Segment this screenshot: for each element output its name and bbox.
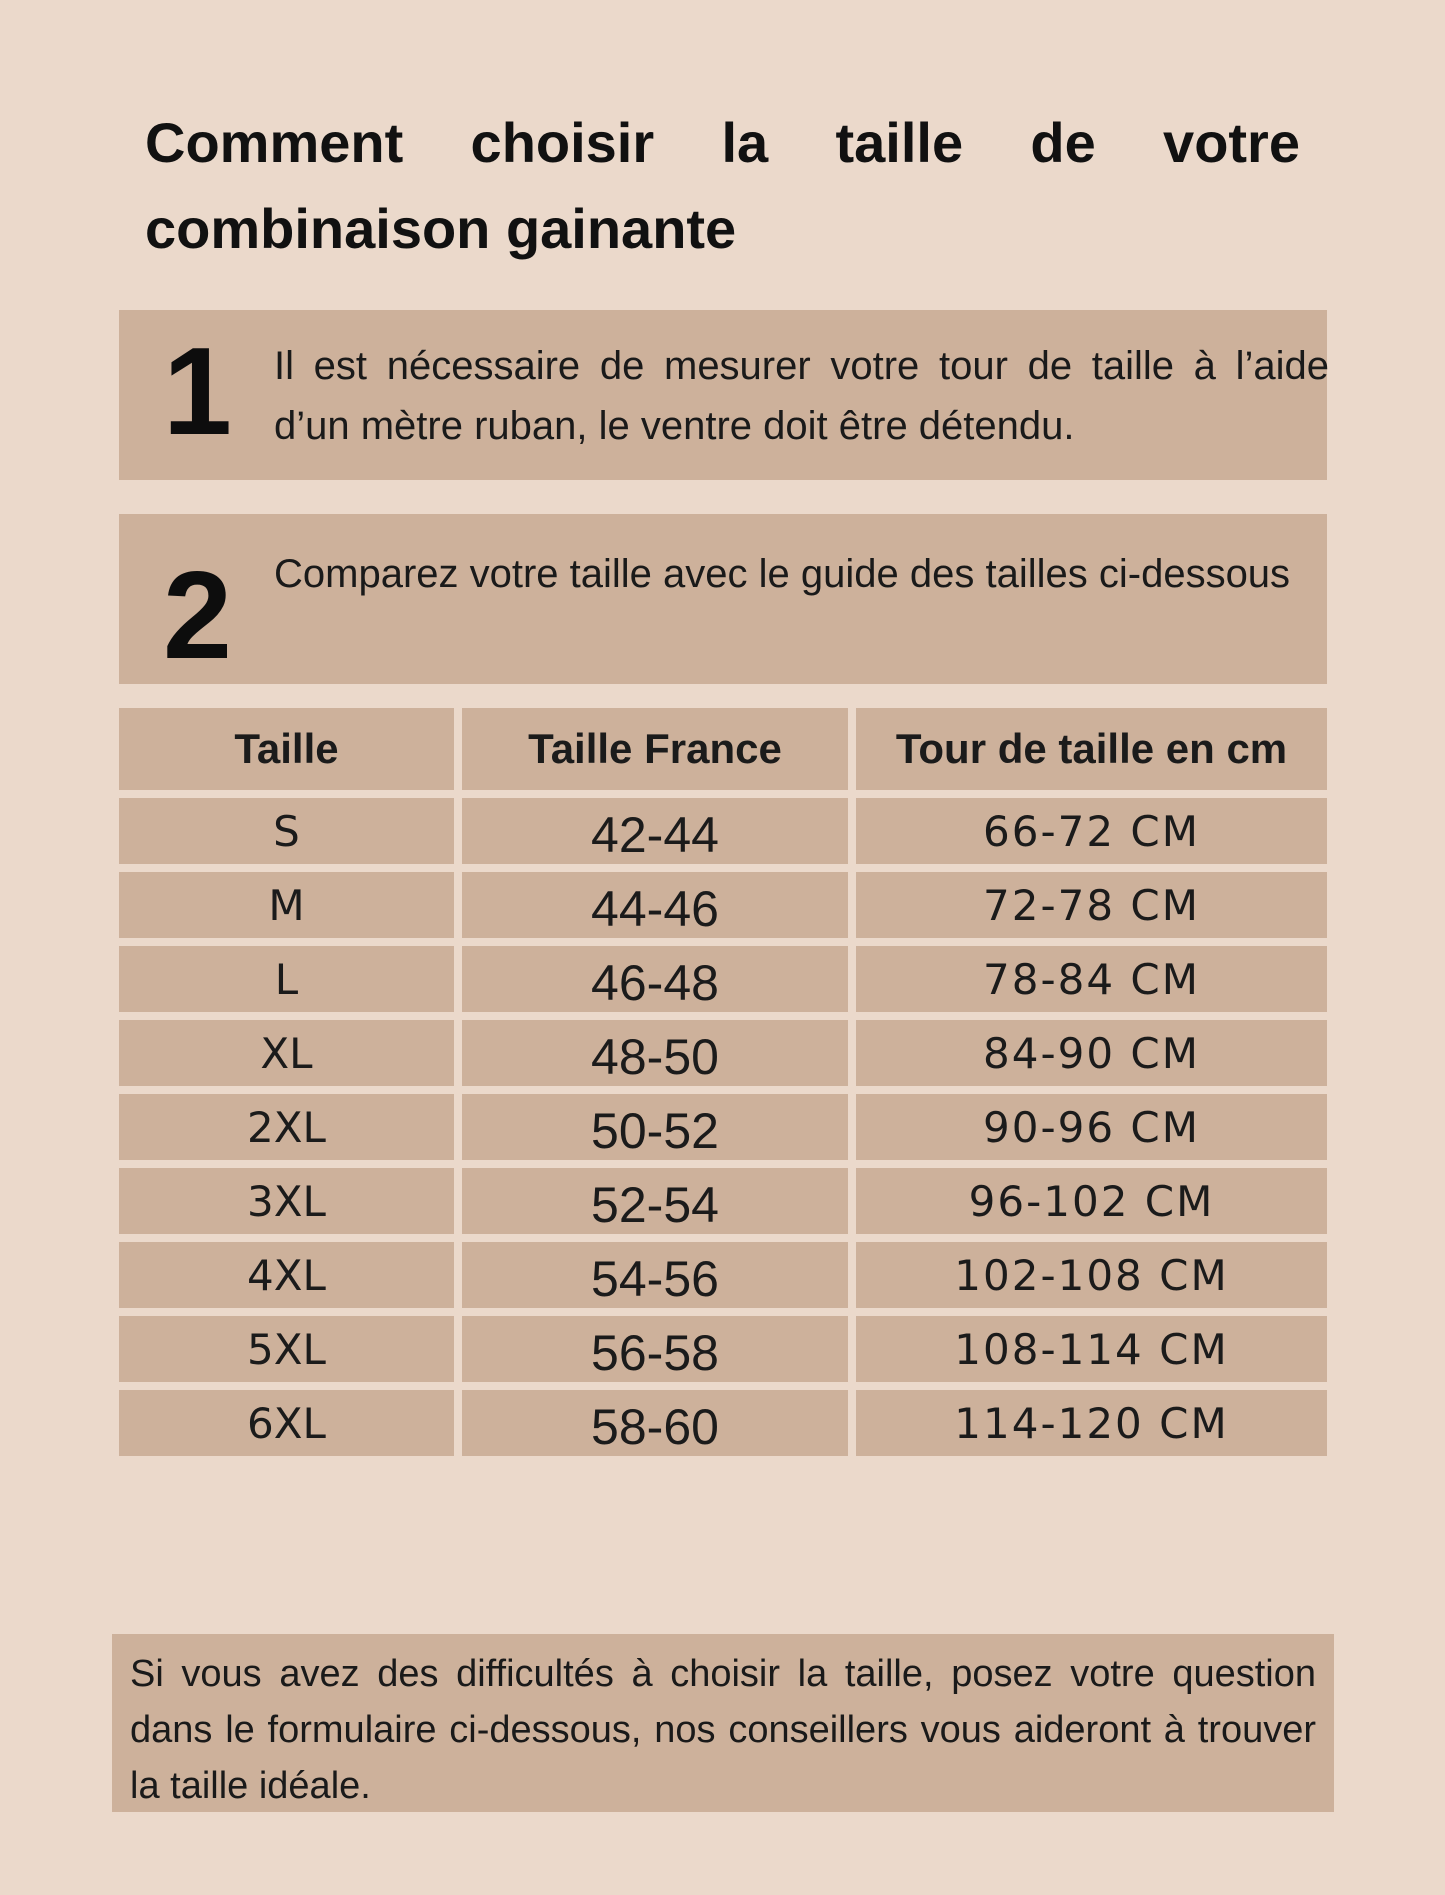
header-tour-de-taille: Tour de taille en cm [856, 708, 1327, 790]
table-row [119, 872, 1327, 938]
table-row [119, 1020, 1327, 1086]
waist-cell: 72-78 CM [856, 872, 1327, 938]
step-2-text: Comparez votre taille avec le guide des tailles ci-dessous [274, 552, 1291, 596]
waist-cell: 66-72 CM [856, 798, 1327, 864]
waist-cell: 114-120 CM [856, 1390, 1327, 1456]
size-chart-table [119, 708, 1327, 1464]
france-size-cell: 46-48 [462, 946, 848, 1012]
size-cell: 4XL [119, 1242, 454, 1308]
waist-cell: 96-102 CM [856, 1168, 1327, 1234]
table-row [119, 1316, 1327, 1382]
size-cell: S [119, 798, 454, 864]
france-size-cell: 52-54 [462, 1168, 848, 1234]
step-1-number: 1 [163, 323, 232, 461]
size-cell: M [119, 872, 454, 938]
help-note: Si vous avez des difficultés à choisir la taille, posez votre question dans le formulaire ci-dessous, nos conseillers vous aideront à trouver la taille idéale. [112, 1634, 1334, 1812]
france-size-cell: 44-46 [462, 872, 848, 938]
waist-cell: 90-96 CM [856, 1094, 1327, 1160]
step-1-text: Il est nécessaire de mesurer votre tour de taille à l’aide d’un mètre ruban, le ventre doit être détendu. [274, 344, 1329, 448]
table-row [119, 798, 1327, 864]
table-header-row [119, 708, 1327, 790]
size-cell: 6XL [119, 1390, 454, 1456]
france-size-cell: 42-44 [462, 798, 848, 864]
france-size-cell: 50-52 [462, 1094, 848, 1160]
table-row [119, 1094, 1327, 1160]
table-row [119, 1242, 1327, 1308]
header-taille: Taille [119, 708, 454, 790]
france-size-cell: 58-60 [462, 1390, 848, 1456]
table-row [119, 1168, 1327, 1234]
france-size-cell: 48-50 [462, 1020, 848, 1086]
step-2-panel [119, 514, 1327, 684]
step-2-number: 2 [163, 547, 232, 685]
table-row [119, 1390, 1327, 1456]
france-size-cell: 56-58 [462, 1316, 848, 1382]
size-cell: L [119, 946, 454, 1012]
waist-cell: 102-108 CM [856, 1242, 1327, 1308]
france-size-cell: 54-56 [462, 1242, 848, 1308]
table-row [119, 946, 1327, 1012]
page-title: Comment choisir la taille de votre combinaison gainante [145, 111, 1300, 260]
size-cell: 5XL [119, 1316, 454, 1382]
size-cell: 2XL [119, 1094, 454, 1160]
size-cell: XL [119, 1020, 454, 1086]
waist-cell: 78-84 CM [856, 946, 1327, 1012]
waist-cell: 84-90 CM [856, 1020, 1327, 1086]
header-taille-france: Taille France [462, 708, 848, 790]
size-cell: 3XL [119, 1168, 454, 1234]
waist-cell: 108-114 CM [856, 1316, 1327, 1382]
step-1-panel [119, 310, 1327, 480]
